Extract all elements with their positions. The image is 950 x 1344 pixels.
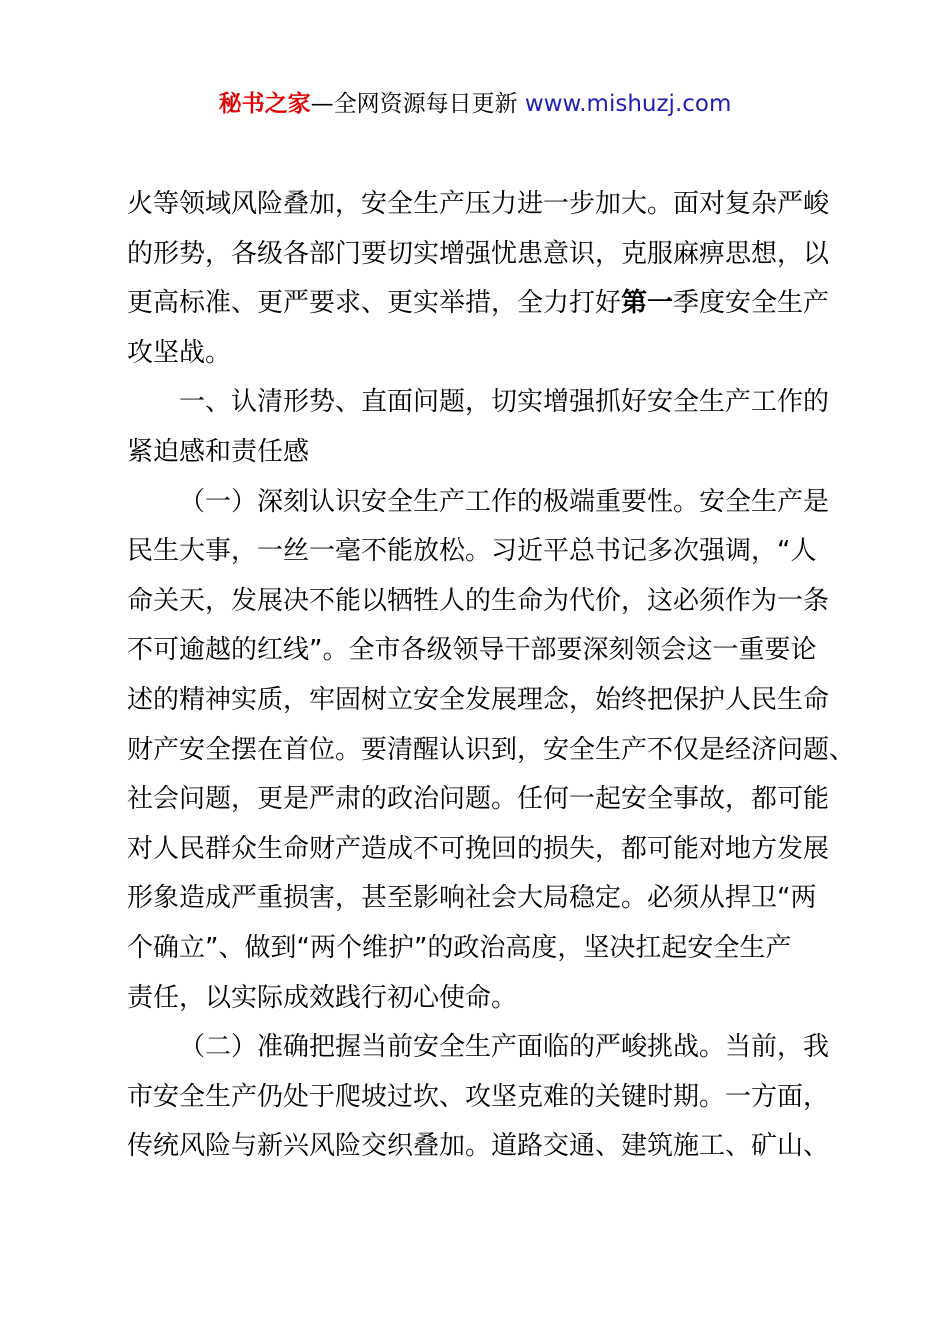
subsection-para-start: （二）准确把握当前安全生产面临的严峻挑战。当前，我 — [179, 1032, 830, 1063]
body-line: 市安全生产仍处于爬坡过坎、攻坚克难的关键时期。一方面， — [127, 1081, 830, 1112]
body-line: 责任，以实际成效践行初心使命。 — [127, 982, 518, 1013]
body-line — [127, 279, 847, 329]
body-line: 对人民群众生命财产造成不可挽回的损失，都可能对地方发展 — [127, 833, 830, 864]
body-text: 季度安全生产 — [673, 288, 830, 319]
brand-name: 秘书之家 — [218, 91, 311, 117]
section-heading-cont: 紧迫感和责任感 — [127, 436, 310, 467]
body-line: 民生大事，一丝一毫不能放松。习近平总书记多次强调，“人 — [127, 536, 817, 567]
site-url-link[interactable]: www.mishuzj.com — [524, 91, 732, 117]
document-body — [127, 180, 856, 1172]
body-line: 命关天，发展决不能以牺牲人的生命为代价，这必须作为一条 — [127, 585, 830, 616]
body-line: 的形势，各级各部门要切实增强忧患意识，克服麻痹思想，以 — [127, 238, 830, 269]
body-line: 不可逾越的红线”。全市各级领导干部要深刻领会这一重要论 — [127, 635, 817, 666]
body-line: 传统风险与新兴风险交织叠加。道路交通、建筑施工、矿山、 — [127, 1131, 830, 1162]
section-heading: 一、认清形势、直面问题，切实增强抓好安全生产工作的 — [179, 387, 830, 418]
body-line: 攻坚战。 — [127, 337, 232, 368]
body-text: 更高标准、更严要求、更实举措，全力打好 — [127, 288, 622, 319]
header-tagline: —全网资源每日更新 — [310, 91, 525, 117]
body-line: 个确立”、做到“两个维护”的政治高度，坚决扛起安全生产 — [127, 932, 792, 963]
body-line: 火等领域风险叠加，安全生产压力进一步加大。面对复杂严峻 — [127, 189, 830, 219]
body-line: 社会问题，更是严肃的政治问题。任何一起安全事故，都可能 — [127, 784, 830, 815]
body-line: 形象造成严重损害，甚至影响社会大局稳定。必须从捍卫“两 — [127, 883, 817, 914]
bold-text: 第一 — [621, 288, 674, 319]
body-line: 财产安全摆在首位。要清醒认识到，安全生产不仅是经济问题、 — [127, 734, 856, 765]
subsection-para-start: （一）深刻认识安全生产工作的极端重要性。安全生产是 — [179, 486, 830, 517]
body-line: 述的精神实质，牢固树立安全发展理念，始终把保护人民生命 — [127, 684, 830, 715]
document-header — [0, 88, 950, 120]
